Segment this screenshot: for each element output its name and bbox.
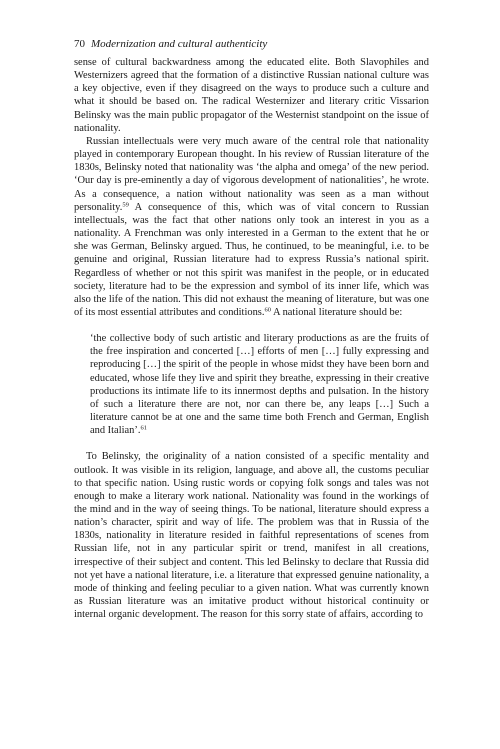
paragraph-nationality — [74, 135, 429, 319]
paragraph-text: A consequence of this, which was of vital concern to Russian intellectuals, was the fact that other nations only took an interest in you as a nationality. A Frenchman was only interested in a German to the extent that he or she was German, Belinsky argued. Thus, he continued, to be meaningful, i.e. to be genuine and original, Russian literature had to express Russia’s national spirit. Regardless of whether or not this spirit was manifest in the people, or in educated society, literature had to be the expression and symbol of its inner life, which was also the life of the nation. This did not exhaust the meaning of literature, but was one of its most essential attributes and conditions. — [74, 201, 429, 318]
paragraph-text: A national literature should be: — [270, 306, 403, 318]
footnote-ref-61[interactable]: 61 — [140, 424, 147, 432]
running-header — [74, 37, 429, 51]
footnote-ref-60[interactable]: 60 — [264, 306, 271, 314]
quote-text: ‘the collective body of such artistic and literary productions as are the fruits of the free inspiration and concerted […] efforts of men […] fully expressing and reproducing […] the spirit of the people in whose midst they have been born and educated, whose life they live and spirit they breathe, expressing in their creative productions its intimate life to its innermost depths and pulsation. In the history of such a literature there are not, nor can there be, any leaps […] Such a literature cannot be at one and the same time both French and German, English and Italian’. — [90, 333, 429, 437]
book-page — [74, 37, 429, 621]
block-quote — [90, 332, 429, 437]
page-number: 70 — [74, 38, 85, 50]
footnote-ref-59[interactable]: 59 — [122, 201, 129, 209]
running-title: Modernization and cultural authenticity — [91, 38, 268, 50]
paragraph-originality: To Belinsky, the originality of a nation consisted of a specific mentality and outlook. It was visible in its religion, language, and above all, the customs peculiar to that specific nation. Using rustic words or copying folk songs and tales was not enough to make a literary work national. Nationality was found in the workings of the mind and in the way of seeing things. To be national, literature should express a nation’s character, spirit and way of life. The problem was that in Russia of the 1830s, nationality in literature resided in faithful representations of scenes from Russian life, not in any particular spirit or trend, manifest in all creations, irrespective of their subject and content. This led Belinsky to declare that Russia did not yet have a national literature, i.e. a literature that expressed genuine nationality, a mode of thinking and feeling peculiar to a given nation. What was currently known as Russian literature was an imitative product without historical continuity or internal organic development. The reason for this sorry state of affairs, according to — [74, 451, 429, 621]
paragraph-continuation: sense of cultural backwardness among the educated elite. Both Slavophiles and Westernizers agreed that the formation of a distinctive Russian national culture was a key objective, even if they disagreed on the ways to produce such a culture and what it should be based on. The radical Westernizer and literary critic Vissarion Belinsky was the main public propagator of the Westernist standpoint on the issue of nationality. — [74, 57, 429, 134]
paragraph-text: Russian intellectuals were very much aware of the central role that nationality played in contemporary European thought. In his review of Russian literature of the 1830s, Belinsky noted that nationality was ‘the alpha and omega’ of the new period. ‘Our day is pre-eminently a day of vigorous development of nationalities’, he wrote. As a consequence, a nation without nationality was seen as a man without personality. — [74, 135, 429, 213]
